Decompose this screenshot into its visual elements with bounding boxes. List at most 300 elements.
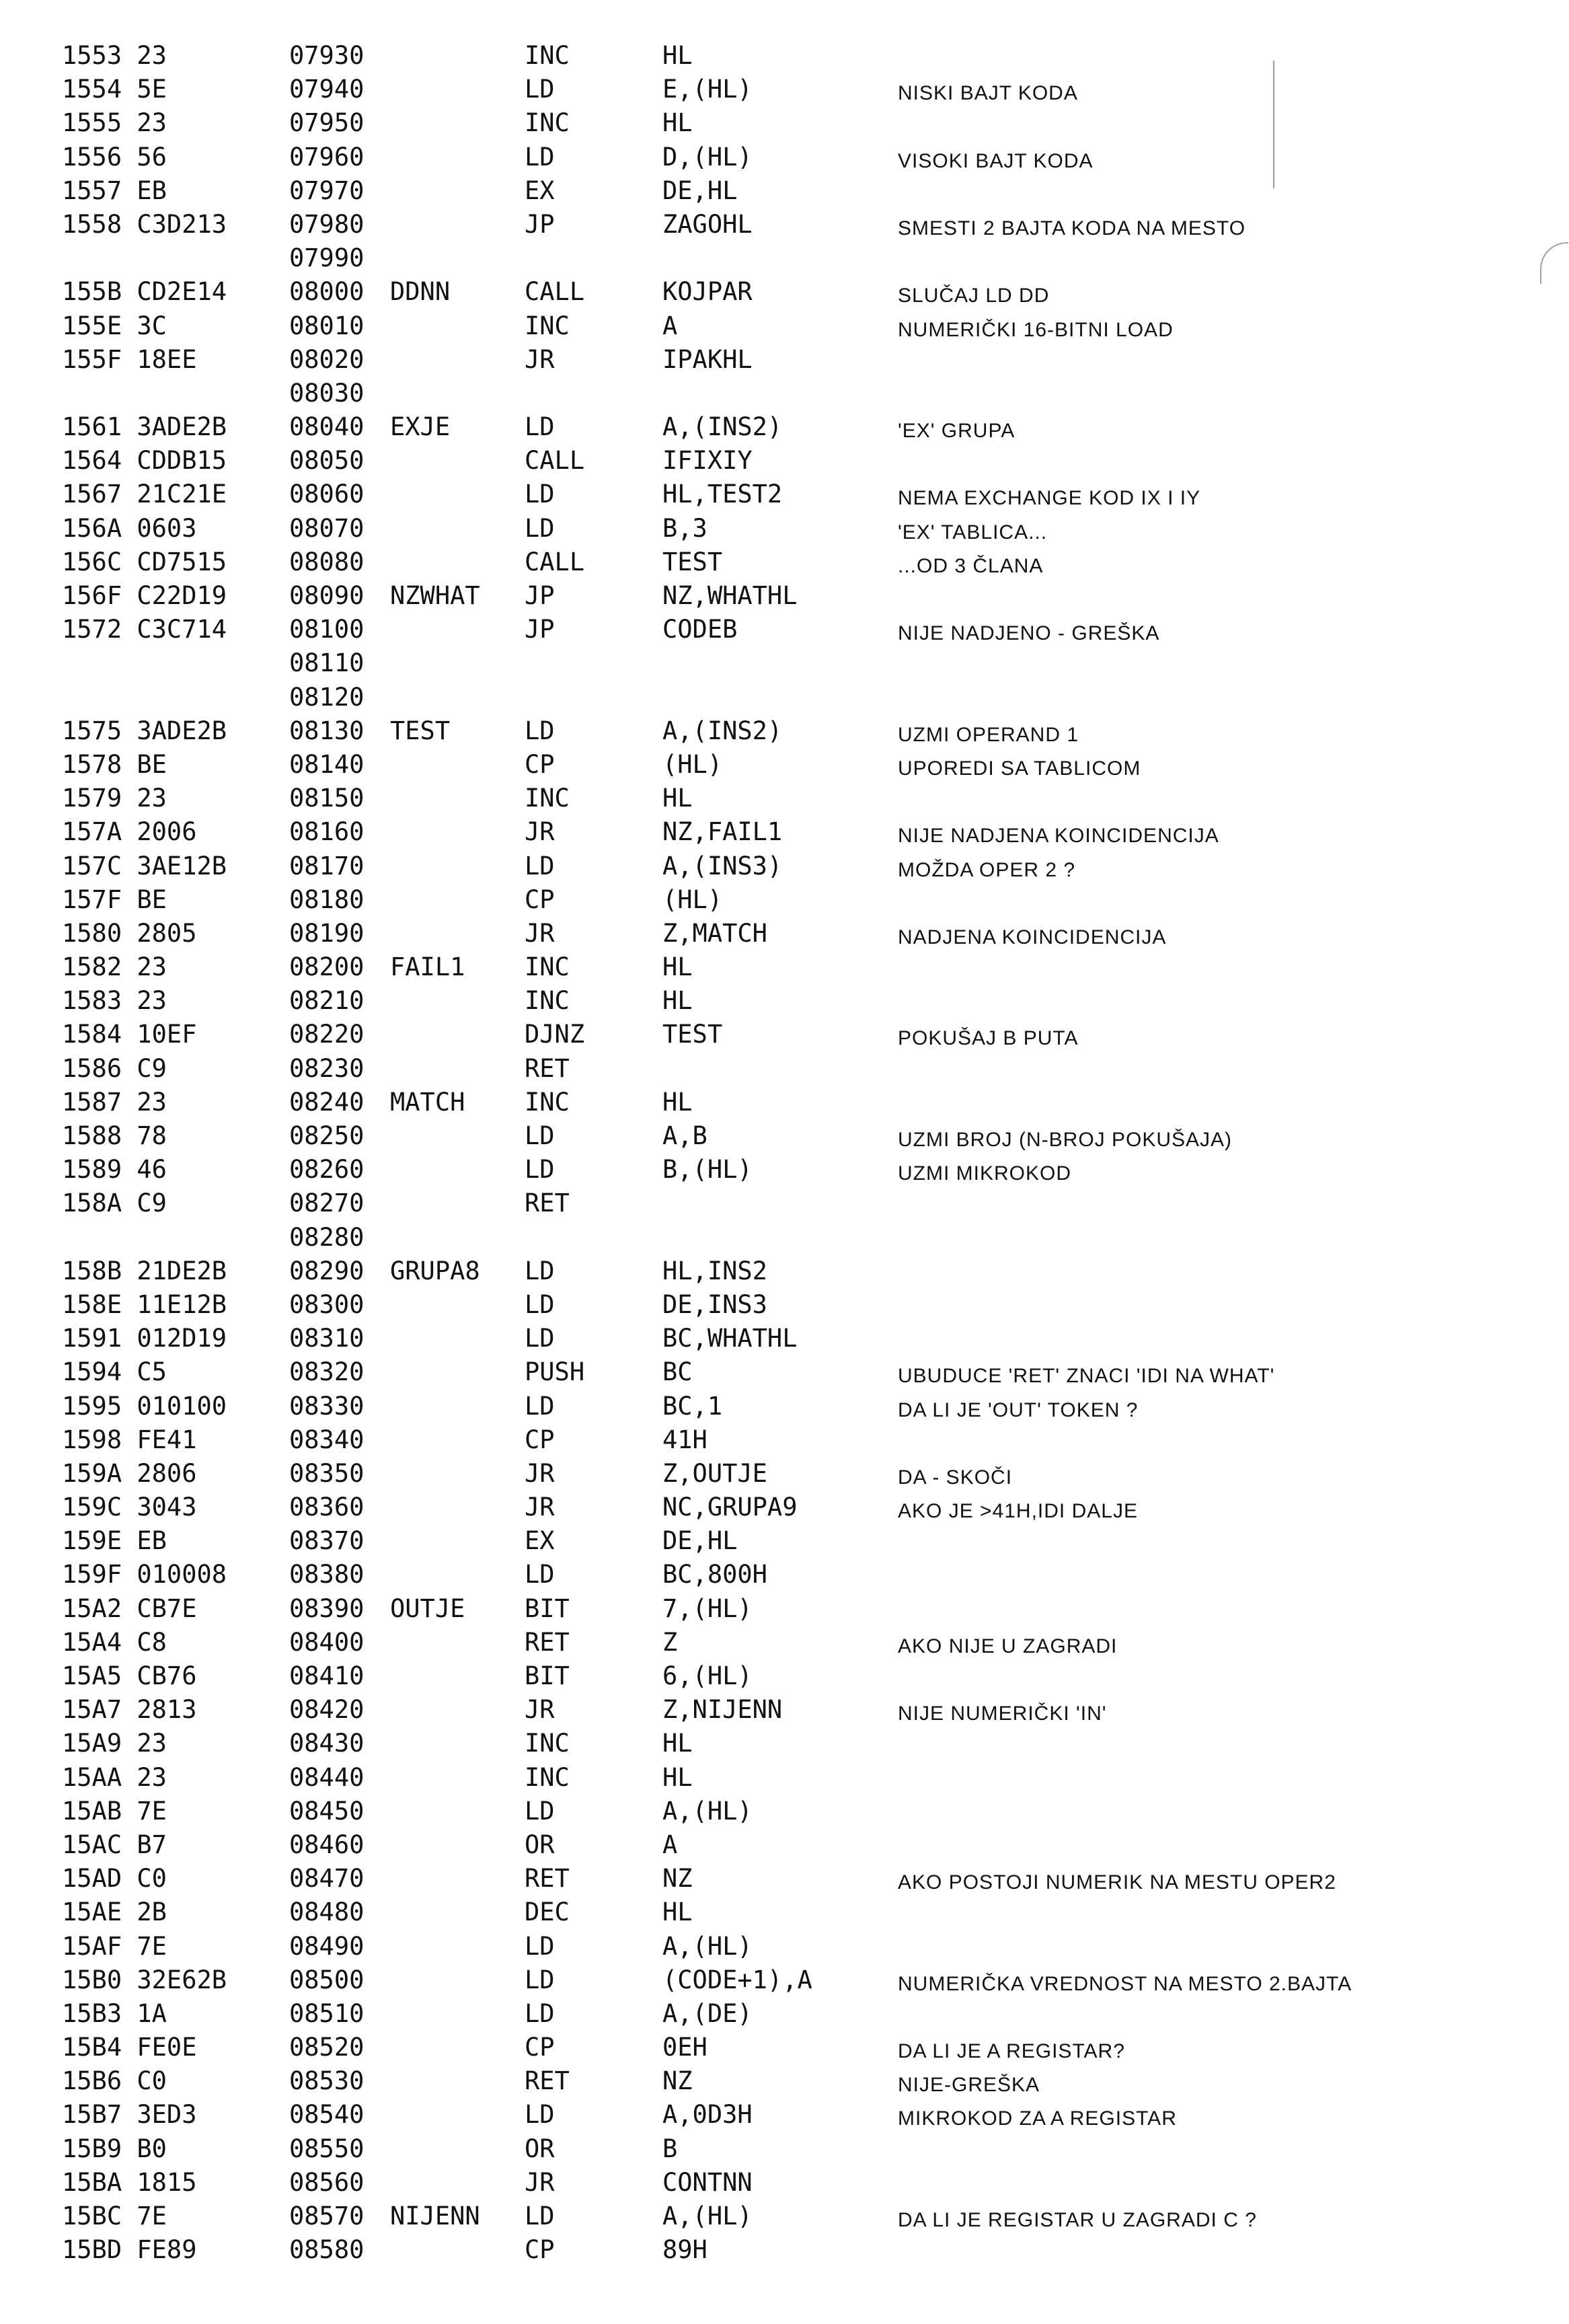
comment: POKUŠAJ B PUTA bbox=[898, 1027, 1079, 1050]
mnemonic: INC bbox=[525, 108, 570, 138]
address-and-bytes: 1594 C5 bbox=[62, 1357, 167, 1387]
mnemonic: INC bbox=[525, 1087, 570, 1117]
line-number: 08240 bbox=[289, 1087, 365, 1117]
mnemonic: LD bbox=[525, 1796, 555, 1826]
address-and-bytes: 1591 012D19 bbox=[62, 1324, 227, 1353]
listing-row bbox=[0, 714, 1569, 748]
listing-row bbox=[0, 2031, 1569, 2064]
address-and-bytes: 156C CD7515 bbox=[62, 547, 227, 576]
operand: NZ bbox=[662, 2066, 693, 2096]
source-label: MATCH bbox=[390, 1087, 465, 1117]
mnemonic: LD bbox=[525, 513, 555, 543]
mnemonic: LD bbox=[525, 1324, 555, 1353]
address-and-bytes: 1588 78 bbox=[62, 1121, 167, 1150]
line-number: 08310 bbox=[289, 1324, 365, 1353]
listing-row bbox=[0, 1693, 1569, 1727]
listing-row bbox=[0, 1457, 1569, 1491]
operand: HL bbox=[662, 784, 693, 813]
line-number: 08580 bbox=[289, 2235, 365, 2265]
mnemonic: INC bbox=[525, 1762, 570, 1792]
operand: Z bbox=[662, 1627, 678, 1657]
operand: 6,(HL) bbox=[662, 1661, 753, 1690]
operand: BC,1 bbox=[662, 1391, 723, 1421]
source-label: TEST bbox=[390, 716, 451, 745]
listing-row bbox=[0, 1322, 1569, 1355]
listing-row bbox=[0, 646, 1569, 680]
operand: TEST bbox=[662, 1020, 723, 1049]
line-number: 07950 bbox=[289, 108, 365, 138]
operand: E,(HL) bbox=[662, 75, 753, 104]
line-number: 08390 bbox=[289, 1594, 365, 1623]
operand: A bbox=[662, 311, 678, 340]
mnemonic: LD bbox=[525, 75, 555, 104]
address-and-bytes: 1553 23 bbox=[62, 41, 167, 70]
line-number: 08290 bbox=[289, 1256, 365, 1285]
listing-row bbox=[0, 613, 1569, 646]
listing-row bbox=[0, 1828, 1569, 1862]
mnemonic: JP bbox=[525, 615, 555, 644]
listing-row bbox=[0, 1896, 1569, 1929]
comment: AKO NIJE U ZAGRADI bbox=[898, 1635, 1118, 1657]
line-number: 08420 bbox=[289, 1695, 365, 1725]
mnemonic: LD bbox=[525, 1391, 555, 1421]
mnemonic: CP bbox=[525, 1425, 555, 1454]
address-and-bytes: 157C 3AE12B bbox=[62, 851, 227, 880]
mnemonic: INC bbox=[525, 784, 570, 813]
operand: HL bbox=[662, 1762, 693, 1792]
mnemonic: LD bbox=[525, 142, 555, 172]
mnemonic: BIT bbox=[525, 1661, 570, 1690]
operand: A,(DE) bbox=[662, 1998, 753, 2028]
mnemonic: INC bbox=[525, 311, 570, 340]
line-number: 08320 bbox=[289, 1357, 365, 1387]
address-and-bytes: 1561 3ADE2B bbox=[62, 412, 227, 442]
comment: NIJE NUMERIČKI 'IN' bbox=[898, 1702, 1107, 1725]
mnemonic: DJNZ bbox=[525, 1020, 585, 1049]
operand: 7,(HL) bbox=[662, 1594, 753, 1623]
address-and-bytes: 1564 CDDB15 bbox=[62, 446, 227, 476]
line-number: 07940 bbox=[289, 75, 365, 104]
listing-row bbox=[0, 1626, 1569, 1659]
mnemonic: LD bbox=[525, 2100, 555, 2130]
line-number: 08300 bbox=[289, 1289, 365, 1319]
line-number: 07990 bbox=[289, 243, 365, 273]
line-number: 07980 bbox=[289, 209, 365, 239]
line-number: 08010 bbox=[289, 311, 365, 340]
mnemonic: CALL bbox=[525, 446, 585, 476]
line-number: 08340 bbox=[289, 1425, 365, 1454]
mnemonic: CP bbox=[525, 749, 555, 779]
listing-row bbox=[0, 681, 1569, 714]
operand: HL bbox=[662, 1898, 693, 1927]
listing-row bbox=[0, 1930, 1569, 1963]
address-and-bytes: 15AE 2B bbox=[62, 1898, 167, 1927]
mnemonic: BIT bbox=[525, 1594, 570, 1623]
line-number: 08110 bbox=[289, 648, 365, 678]
operand: (HL) bbox=[662, 749, 723, 779]
mnemonic: LD bbox=[525, 1998, 555, 2028]
line-number: 08510 bbox=[289, 1998, 365, 2028]
listing-row bbox=[0, 782, 1569, 815]
listing-row bbox=[0, 815, 1569, 849]
mnemonic: LD bbox=[525, 1121, 555, 1150]
line-number: 08070 bbox=[289, 513, 365, 543]
mnemonic: INC bbox=[525, 41, 570, 70]
mnemonic: LD bbox=[525, 1155, 555, 1185]
comment: DA LI JE A REGISTAR? bbox=[898, 2040, 1125, 2063]
listing-row bbox=[0, 512, 1569, 546]
mnemonic: OR bbox=[525, 1830, 555, 1859]
mnemonic: JP bbox=[525, 581, 555, 610]
line-number: 08260 bbox=[289, 1155, 365, 1185]
line-number: 08040 bbox=[289, 412, 365, 442]
operand: B,3 bbox=[662, 513, 707, 543]
comment: NIJE NADJENO - GREŠKA bbox=[898, 622, 1160, 645]
line-number: 08470 bbox=[289, 1864, 365, 1894]
address-and-bytes: 15BD FE89 bbox=[62, 2235, 197, 2265]
operand: A bbox=[662, 1830, 678, 1859]
listing-row bbox=[0, 2132, 1569, 2166]
listing-row bbox=[0, 343, 1569, 377]
comment: DA LI JE REGISTAR U ZAGRADI C ? bbox=[898, 2209, 1257, 2231]
address-and-bytes: 15AD C0 bbox=[62, 1864, 167, 1894]
operand: BC,WHATHL bbox=[662, 1324, 798, 1353]
operand: 0EH bbox=[662, 2033, 707, 2062]
line-number: 08370 bbox=[289, 1526, 365, 1556]
source-label: NIJENN bbox=[390, 2202, 480, 2231]
operand: HL bbox=[662, 986, 693, 1016]
line-number: 08210 bbox=[289, 986, 365, 1016]
address-and-bytes: 1557 EB bbox=[62, 176, 167, 205]
address-and-bytes: 1580 2805 bbox=[62, 918, 197, 948]
line-number: 08120 bbox=[289, 682, 365, 712]
comment: UZMI BROJ (N-BROJ POKUŠAJA) bbox=[898, 1129, 1233, 1151]
mnemonic: EX bbox=[525, 176, 555, 205]
source-label: GRUPA8 bbox=[390, 1256, 480, 1285]
mnemonic: LD bbox=[525, 1560, 555, 1589]
mnemonic: JR bbox=[525, 817, 555, 847]
operand: IPAKHL bbox=[662, 344, 753, 374]
line-number: 08220 bbox=[289, 1020, 365, 1049]
listing-row bbox=[0, 39, 1569, 73]
mnemonic: RET bbox=[525, 1627, 570, 1657]
operand: HL bbox=[662, 1729, 693, 1758]
listing-row bbox=[0, 1795, 1569, 1828]
listing-row bbox=[0, 1659, 1569, 1693]
operand: BC,800H bbox=[662, 1560, 767, 1589]
mnemonic: INC bbox=[525, 986, 570, 1016]
listing-row bbox=[0, 579, 1569, 613]
listing-row bbox=[0, 478, 1569, 511]
line-number: 08140 bbox=[289, 749, 365, 779]
comment: NIJE-GREŠKA bbox=[898, 2074, 1040, 2097]
mnemonic: DEC bbox=[525, 1898, 570, 1927]
mnemonic: PUSH bbox=[525, 1357, 585, 1387]
line-number: 08000 bbox=[289, 277, 365, 307]
listing-row bbox=[0, 208, 1569, 241]
comment: NUMERIČKI 16-BITNI LOAD bbox=[898, 318, 1174, 341]
operand: HL bbox=[662, 108, 693, 138]
mnemonic: LD bbox=[525, 480, 555, 509]
line-number: 08020 bbox=[289, 344, 365, 374]
address-and-bytes: 15BA 1815 bbox=[62, 2167, 197, 2197]
operand: B,(HL) bbox=[662, 1155, 753, 1185]
listing-row bbox=[0, 748, 1569, 782]
address-and-bytes: 1579 23 bbox=[62, 784, 167, 813]
line-number: 08520 bbox=[289, 2033, 365, 2062]
mnemonic: LD bbox=[525, 412, 555, 442]
address-and-bytes: 1583 23 bbox=[62, 986, 167, 1016]
listing-row bbox=[0, 2233, 1569, 2267]
listing-row bbox=[0, 275, 1569, 309]
line-number: 08360 bbox=[289, 1493, 365, 1522]
listing-row bbox=[0, 444, 1569, 478]
listing-row bbox=[0, 1862, 1569, 1896]
mnemonic: LD bbox=[525, 1256, 555, 1285]
mnemonic: INC bbox=[525, 1729, 570, 1758]
line-number: 08230 bbox=[289, 1053, 365, 1083]
listing-row bbox=[0, 2166, 1569, 2200]
line-number: 08190 bbox=[289, 918, 365, 948]
operand: 41H bbox=[662, 1425, 707, 1454]
line-number: 07970 bbox=[289, 176, 365, 205]
mnemonic: JR bbox=[525, 918, 555, 948]
line-number: 08150 bbox=[289, 784, 365, 813]
source-label: EXJE bbox=[390, 412, 451, 442]
listing-row bbox=[0, 1423, 1569, 1457]
comment: AKO POSTOJI NUMERIK NA MESTU OPER2 bbox=[898, 1871, 1336, 1894]
comment: MOŽDA OPER 2 ? bbox=[898, 858, 1076, 881]
mnemonic: RET bbox=[525, 2066, 570, 2096]
listing-row bbox=[0, 2200, 1569, 2233]
mnemonic: JR bbox=[525, 1493, 555, 1522]
mnemonic: LD bbox=[525, 851, 555, 880]
address-and-bytes: 15B0 32E62B bbox=[62, 1965, 227, 1994]
listing-row bbox=[0, 73, 1569, 106]
mnemonic: JR bbox=[525, 2167, 555, 2197]
address-and-bytes: 15BC 7E bbox=[62, 2202, 167, 2231]
comment: NADJENA KOINCIDENCIJA bbox=[898, 926, 1167, 948]
operand: A,(INS2) bbox=[662, 412, 783, 442]
address-and-bytes: 1556 56 bbox=[62, 142, 167, 172]
operand: 89H bbox=[662, 2235, 707, 2265]
operand: Z,MATCH bbox=[662, 918, 767, 948]
listing-row bbox=[0, 410, 1569, 444]
comment: NISKI BAJT KODA bbox=[898, 82, 1078, 105]
address-and-bytes: 159E EB bbox=[62, 1526, 167, 1556]
address-and-bytes: 15B9 B0 bbox=[62, 2134, 167, 2163]
listing-row bbox=[0, 1018, 1569, 1051]
listing-row bbox=[0, 1963, 1569, 1997]
listing-row bbox=[0, 241, 1569, 275]
address-and-bytes: 15A2 CB7E bbox=[62, 1594, 197, 1623]
line-number: 08400 bbox=[289, 1627, 365, 1657]
source-label: DDNN bbox=[390, 277, 451, 307]
line-number: 08550 bbox=[289, 2134, 365, 2163]
comment: NEMA EXCHANGE KOD IX I IY bbox=[898, 487, 1201, 510]
address-and-bytes: 158A C9 bbox=[62, 1189, 167, 1218]
mnemonic: LD bbox=[525, 1931, 555, 1961]
address-and-bytes: 15B6 C0 bbox=[62, 2066, 167, 2096]
operand: B bbox=[662, 2134, 678, 2163]
listing-row bbox=[0, 1254, 1569, 1288]
address-and-bytes: 159F 010008 bbox=[62, 1560, 227, 1589]
line-number: 08530 bbox=[289, 2066, 365, 2096]
source-label: NZWHAT bbox=[390, 581, 480, 610]
comment: UZMI OPERAND 1 bbox=[898, 723, 1079, 746]
line-number: 08330 bbox=[289, 1391, 365, 1421]
line-number: 08450 bbox=[289, 1796, 365, 1826]
mnemonic: JR bbox=[525, 1695, 555, 1725]
listing-row bbox=[0, 377, 1569, 410]
listing-row bbox=[0, 1761, 1569, 1795]
address-and-bytes: 158E 11E12B bbox=[62, 1289, 227, 1319]
address-and-bytes: 1558 C3D213 bbox=[62, 209, 227, 239]
operand: D,(HL) bbox=[662, 142, 753, 172]
address-and-bytes: 155B CD2E14 bbox=[62, 277, 227, 307]
operand: DE,HL bbox=[662, 176, 738, 205]
operand: KOJPAR bbox=[662, 277, 753, 307]
address-and-bytes: 15AA 23 bbox=[62, 1762, 167, 1792]
address-and-bytes: 15AF 7E bbox=[62, 1931, 167, 1961]
listing-row bbox=[0, 1119, 1569, 1153]
address-and-bytes: 15B3 1A bbox=[62, 1998, 167, 2028]
line-number: 08180 bbox=[289, 885, 365, 914]
address-and-bytes: 1589 46 bbox=[62, 1155, 167, 1185]
operand: (CODE+1),A bbox=[662, 1965, 812, 1994]
address-and-bytes: 15A9 23 bbox=[62, 1729, 167, 1758]
operand: NZ,WHATHL bbox=[662, 581, 798, 610]
address-and-bytes: 15A4 C8 bbox=[62, 1627, 167, 1657]
listing-row bbox=[0, 1153, 1569, 1187]
comment: UZMI MIKROKOD bbox=[898, 1162, 1071, 1185]
operand: A,(HL) bbox=[662, 1931, 753, 1961]
address-and-bytes: 159A 2806 bbox=[62, 1458, 197, 1488]
line-number: 08270 bbox=[289, 1189, 365, 1218]
comment: SLUČAJ LD DD bbox=[898, 285, 1050, 307]
address-and-bytes: 1582 23 bbox=[62, 952, 167, 982]
comment: NUMERIČKA VREDNOST NA MESTO 2.BAJTA bbox=[898, 1972, 1352, 1995]
line-number: 08160 bbox=[289, 817, 365, 847]
address-and-bytes: 15B7 3ED3 bbox=[62, 2100, 197, 2130]
address-and-bytes: 1595 010100 bbox=[62, 1391, 227, 1421]
mnemonic: RET bbox=[525, 1864, 570, 1894]
mnemonic: JP bbox=[525, 209, 555, 239]
listing-row bbox=[0, 141, 1569, 174]
listing-row bbox=[0, 1187, 1569, 1220]
comment: NIJE NADJENA KOINCIDENCIJA bbox=[898, 825, 1219, 848]
margin-mark bbox=[1273, 61, 1274, 188]
address-and-bytes: 1586 C9 bbox=[62, 1053, 167, 1083]
line-number: 08350 bbox=[289, 1458, 365, 1488]
address-and-bytes: 15AC B7 bbox=[62, 1830, 167, 1859]
address-and-bytes: 1575 3ADE2B bbox=[62, 716, 227, 745]
line-number: 08170 bbox=[289, 851, 365, 880]
operand: Z,NIJENN bbox=[662, 1695, 783, 1725]
line-number: 08030 bbox=[289, 378, 365, 408]
line-number: 08410 bbox=[289, 1661, 365, 1690]
operand: Z,OUTJE bbox=[662, 1458, 767, 1488]
address-and-bytes: 15A7 2813 bbox=[62, 1695, 197, 1725]
listing-row bbox=[0, 1355, 1569, 1389]
line-number: 08280 bbox=[289, 1222, 365, 1252]
listing-row bbox=[0, 106, 1569, 140]
address-and-bytes: 159C 3043 bbox=[62, 1493, 197, 1522]
line-number: 07930 bbox=[289, 41, 365, 70]
operand: (HL) bbox=[662, 885, 723, 914]
line-number: 08430 bbox=[289, 1729, 365, 1758]
comment: UBUDUCE 'RET' ZNACI 'IDI NA WHAT' bbox=[898, 1365, 1275, 1388]
address-and-bytes: 1587 23 bbox=[62, 1087, 167, 1117]
line-number: 08080 bbox=[289, 547, 365, 576]
listing-row bbox=[0, 1727, 1569, 1760]
listing-row bbox=[0, 883, 1569, 917]
line-number: 08200 bbox=[289, 952, 365, 982]
address-and-bytes: 156A 0603 bbox=[62, 513, 197, 543]
operand: CODEB bbox=[662, 615, 738, 644]
listing-row bbox=[0, 2098, 1569, 2132]
line-number: 08060 bbox=[289, 480, 365, 509]
mnemonic: JR bbox=[525, 1458, 555, 1488]
operand: TEST bbox=[662, 547, 723, 576]
address-and-bytes: 1578 BE bbox=[62, 749, 167, 779]
address-and-bytes: 15AB 7E bbox=[62, 1796, 167, 1826]
mnemonic: OR bbox=[525, 2134, 555, 2163]
line-number: 08440 bbox=[289, 1762, 365, 1792]
line-number: 08490 bbox=[289, 1931, 365, 1961]
listing-row bbox=[0, 1524, 1569, 1558]
listing-row bbox=[0, 546, 1569, 579]
address-and-bytes: 1555 23 bbox=[62, 108, 167, 138]
listing-row bbox=[0, 1491, 1569, 1524]
operand: DE,HL bbox=[662, 1526, 738, 1556]
listing-row bbox=[0, 1997, 1569, 2031]
mnemonic: RET bbox=[525, 1053, 570, 1083]
line-number: 08380 bbox=[289, 1560, 365, 1589]
mnemonic: LD bbox=[525, 1965, 555, 1994]
listing-row bbox=[0, 2064, 1569, 2098]
mnemonic: INC bbox=[525, 952, 570, 982]
line-number: 07960 bbox=[289, 142, 365, 172]
mnemonic: CP bbox=[525, 2033, 555, 2062]
address-and-bytes: 15A5 CB76 bbox=[62, 1661, 197, 1690]
comment: DA - SKOČI bbox=[898, 1466, 1013, 1489]
operand: HL,INS2 bbox=[662, 1256, 767, 1285]
mnemonic: CP bbox=[525, 2235, 555, 2265]
address-and-bytes: 1567 21C21E bbox=[62, 480, 227, 509]
listing-row bbox=[0, 984, 1569, 1018]
address-and-bytes: 15B4 FE0E bbox=[62, 2033, 197, 2062]
line-number: 08480 bbox=[289, 1898, 365, 1927]
mnemonic: JR bbox=[525, 344, 555, 374]
operand: BC bbox=[662, 1357, 693, 1387]
address-and-bytes: 156F C22D19 bbox=[62, 581, 227, 610]
operand: A,(HL) bbox=[662, 2202, 753, 2231]
comment: 'EX' TABLICA... bbox=[898, 521, 1048, 543]
comment: VISOKI BAJT KODA bbox=[898, 149, 1094, 172]
address-and-bytes: 158B 21DE2B bbox=[62, 1256, 227, 1285]
line-number: 08100 bbox=[289, 615, 365, 644]
operand: A,(INS2) bbox=[662, 716, 783, 745]
line-number: 08090 bbox=[289, 581, 365, 610]
listing-row bbox=[0, 1086, 1569, 1119]
address-and-bytes: 1584 10EF bbox=[62, 1020, 197, 1049]
listing-row bbox=[0, 1592, 1569, 1626]
operand: HL,TEST2 bbox=[662, 480, 783, 509]
comment: DA LI JE 'OUT' TOKEN ? bbox=[898, 1398, 1139, 1421]
comment: ...OD 3 ČLANA bbox=[898, 554, 1044, 577]
listing-row bbox=[0, 950, 1569, 984]
